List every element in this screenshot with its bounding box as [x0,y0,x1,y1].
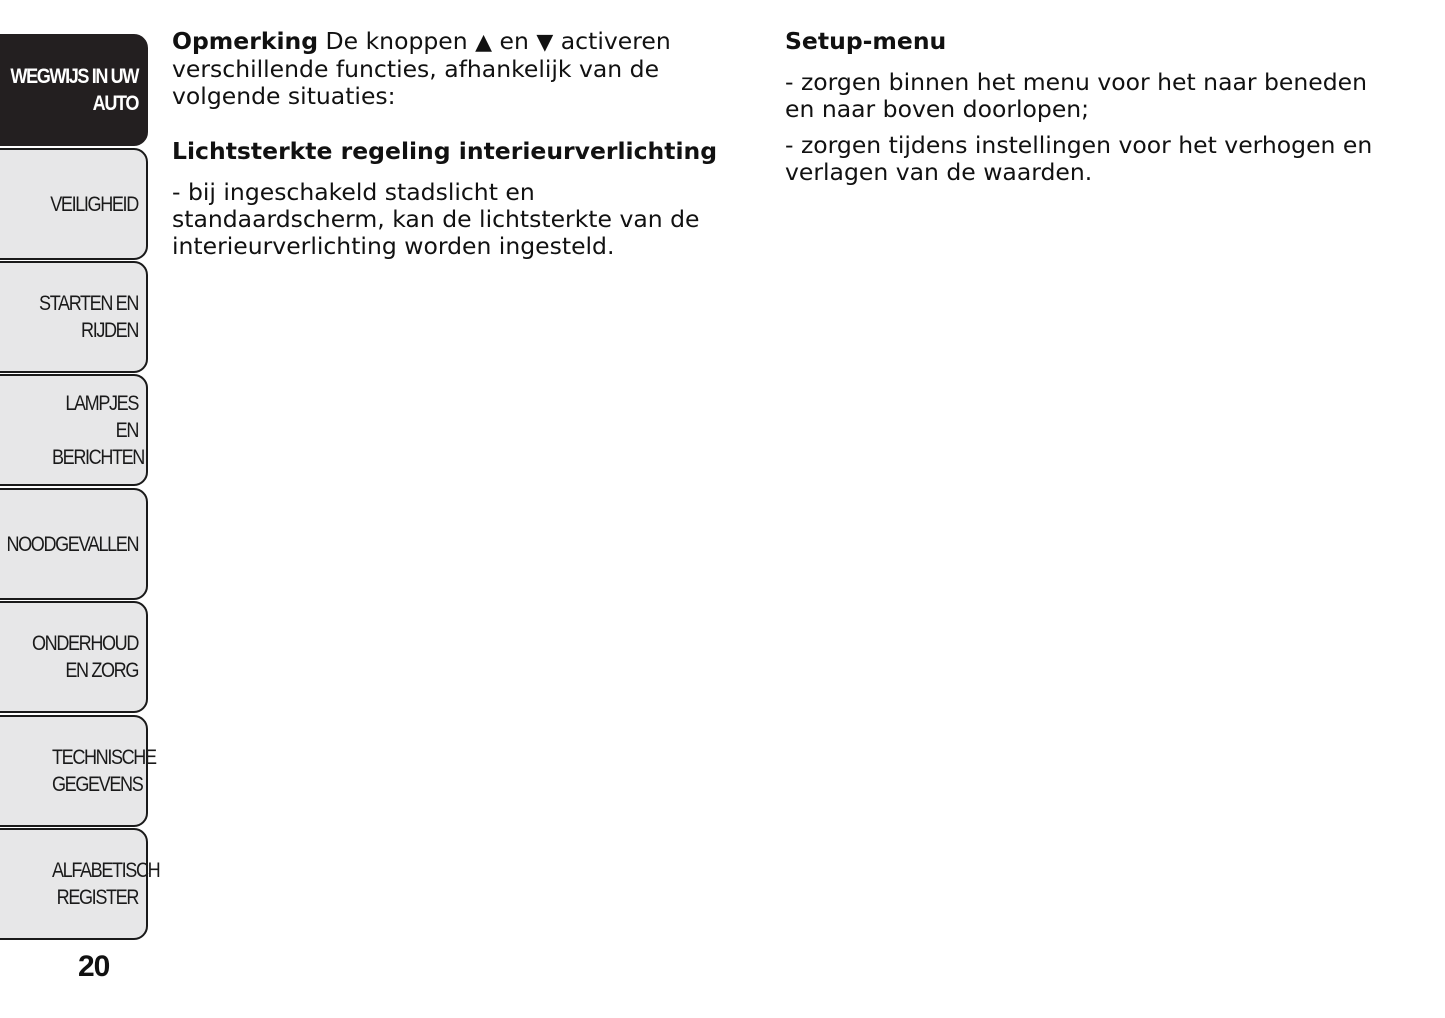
right-column [785,28,1385,195]
note-text: activeren verschillende functies, afhankelijk van de volgende situaties: [172,27,671,110]
tab-starten-en-rijden[interactable] [0,261,148,373]
tab-label: LAMPJES EN BERICHTEN [52,391,144,469]
tab-wegwijs-in-uw-auto[interactable] [0,34,148,146]
tab-label: ONDERHOUD EN ZORG [31,632,138,682]
note-text: De knoppen [325,27,468,55]
tab-veiligheid[interactable] [0,148,148,260]
setup-menu-item: - zorgen tijdens instellingen voor het verhogen en verlagen van de waarden. [785,131,1373,186]
tab-technische-gegevens[interactable] [0,715,156,827]
section-heading-setup-menu: Setup-menu [785,27,947,55]
tab-label: TECHNISCHE GEGEVENS [52,746,156,796]
tab-alfabetisch-register[interactable] [0,828,160,940]
down-arrow-icon: ▼ [536,30,554,55]
page-number: 20 [78,950,110,983]
tab-label: WEGWIJS IN UW AUTO [10,65,139,115]
note-paragraph [172,28,752,110]
tab-label: ALFABETISCH REGISTER [52,859,160,909]
note-label: Opmerking [172,27,319,55]
section-heading-interior-light: Lichtsterkte regeling interieurverlichting [172,137,718,165]
interior-light-text: - bij ingeschakeld stadslicht en standaardscherm, kan de lichtsterkte van de interieurverlichting worden ingesteld. [172,178,700,260]
tab-noodgevallen[interactable] [0,488,148,600]
tab-label: NOODGEVALLEN [6,532,138,556]
left-column [172,28,752,274]
tab-onderhoud-en-zorg[interactable] [0,601,148,713]
tab-label: STARTEN EN RIJDEN [39,292,138,342]
up-arrow-icon: ▲ [475,30,493,55]
note-text: en [499,27,529,55]
setup-menu-item: - zorgen binnen het menu voor het naar beneden en naar boven doorlopen; [785,68,1368,123]
tab-lampjes-en-berichten[interactable] [0,374,148,486]
tab-label: VEILIGHEID [50,192,138,216]
